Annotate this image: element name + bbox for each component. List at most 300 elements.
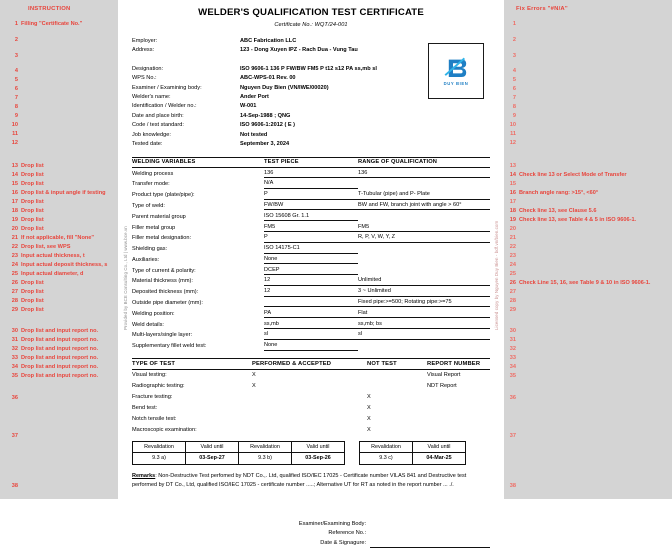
fix-errors-instruction-number: 11 xyxy=(510,131,516,137)
instruction-instruction-number: 12 xyxy=(11,140,18,146)
header-field-label: Designation: xyxy=(132,65,164,72)
revalidation-header-cell: Valid until xyxy=(292,442,345,453)
fix-errors-instruction-row xyxy=(504,94,672,102)
signature-section xyxy=(132,520,490,548)
instruction-instruction-row xyxy=(0,171,118,179)
tests-table xyxy=(132,358,490,437)
fix-errors-instruction-number: 21 xyxy=(509,235,516,241)
variable-range-value: Flat xyxy=(358,309,490,320)
fix-errors-instruction-row xyxy=(504,180,672,188)
variable-test-piece-value[interactable]: None xyxy=(264,341,358,352)
fix-errors-instruction-row xyxy=(504,52,672,60)
revalidation-clause[interactable]: 9.3 a) xyxy=(133,453,186,464)
header-field-value[interactable]: ISO 9606-1 136 P FW/BW FM5 P t12 s12 PA ss,mb sl xyxy=(240,65,377,72)
header-field-label: Code / test standard: xyxy=(132,122,184,129)
instruction-instruction-row xyxy=(0,327,118,335)
table-row xyxy=(132,381,490,392)
instruction-instruction-text: Input actual diameter, d xyxy=(21,271,84,277)
instruction-instruction-text: Input actual thickness, t xyxy=(21,253,85,259)
header-field-value[interactable]: ABC-WPS-01 Rev. 00 xyxy=(240,75,296,82)
instruction-instruction-text: Drop list and input report no. xyxy=(21,337,99,343)
test-performed[interactable] xyxy=(252,403,367,414)
test-performed[interactable] xyxy=(252,414,367,425)
instruction-instruction-row xyxy=(0,225,118,233)
test-performed[interactable]: X xyxy=(252,383,256,390)
variable-test-piece-value[interactable]: DCEP xyxy=(264,266,358,277)
variable-label: Material thickness (mm): xyxy=(132,278,193,285)
revalidation-value-row xyxy=(360,453,466,464)
variable-label: Shielding gas: xyxy=(132,246,168,253)
instruction-instruction-row xyxy=(0,306,118,314)
tests-header-3: REPORT NUMBER xyxy=(427,358,490,370)
instruction-instruction-number: 14 xyxy=(11,172,18,178)
instruction-instruction-number: 18 xyxy=(11,208,18,214)
instruction-instruction-row xyxy=(0,297,118,305)
fix-errors-instruction-number: 22 xyxy=(509,244,516,250)
fix-errors-instruction-row xyxy=(504,130,672,138)
instruction-instruction-text: Drop list xyxy=(21,199,44,205)
test-not-tested[interactable] xyxy=(367,381,427,392)
fix-errors-instruction-number: 12 xyxy=(509,140,516,146)
instruction-instruction-row xyxy=(0,207,118,215)
variables-header-row xyxy=(132,158,490,168)
certificate-document xyxy=(118,0,504,546)
instruction-instruction-row xyxy=(0,288,118,296)
header-field-label: Tested date: xyxy=(132,141,163,148)
revalidation-header-row xyxy=(360,442,466,453)
instruction-instruction-number: 11 xyxy=(12,131,18,137)
instruction-instruction-number: 19 xyxy=(11,217,18,223)
remarks-label: Remarks xyxy=(132,472,156,479)
revalidation-date[interactable]: 04-Mar-25 xyxy=(413,453,466,464)
table-row xyxy=(132,255,490,266)
instruction-instruction-row xyxy=(0,394,118,402)
instruction-instruction-text: Drop list and input report no. xyxy=(21,373,99,379)
instruction-instruction-row xyxy=(0,189,118,197)
instruction-instruction-number: 8 xyxy=(14,104,18,110)
fix-errors-instruction-row xyxy=(504,270,672,278)
instruction-instruction-text: Drop list xyxy=(21,307,44,313)
variable-range-value xyxy=(358,212,490,223)
instruction-instruction-row xyxy=(0,103,118,111)
welding-variables-table xyxy=(132,157,490,351)
header-fields xyxy=(132,37,490,149)
instruction-instruction-row xyxy=(0,432,118,440)
test-type: Macroscopic examination: xyxy=(132,427,197,434)
instruction-instruction-row xyxy=(0,121,118,129)
variable-test-piece-value[interactable]: 12 xyxy=(264,287,358,298)
instruction-instruction-number: 7 xyxy=(14,95,18,101)
variable-range-value: ss,mb; bs xyxy=(358,319,490,330)
watermark-left xyxy=(119,0,131,499)
fix-errors-instruction-number: 27 xyxy=(509,289,516,295)
table-row xyxy=(132,212,490,223)
fix-errors-instruction-number: 18 xyxy=(509,208,516,214)
variable-range-value xyxy=(358,244,490,255)
revalidation-clause[interactable]: 9.3 c) xyxy=(360,453,413,464)
header-field-value[interactable]: September 3, 2024 xyxy=(240,141,290,148)
variable-test-piece-value[interactable]: N/A xyxy=(264,179,358,190)
logo-text: DUY BIEN xyxy=(443,80,469,86)
variable-test-piece-value[interactable] xyxy=(264,298,358,309)
variable-range-value: Fixed pipe:>=500; Rotating pipe:>=75 xyxy=(358,298,490,309)
instruction-instruction-row xyxy=(0,94,118,102)
instruction-instruction-row xyxy=(0,216,118,224)
test-not-tested[interactable]: X xyxy=(367,394,371,401)
instruction-instruction-row xyxy=(0,252,118,260)
certificate-number: Certificate No.: WQT/24-001 xyxy=(274,22,348,28)
instruction-instruction-number: 24 xyxy=(11,262,18,268)
instruction-instruction-number: 9 xyxy=(14,113,18,119)
watermark-right xyxy=(491,0,503,499)
fix-errors-panel xyxy=(504,0,672,499)
fix-errors-instruction-number: 15 xyxy=(509,181,516,187)
fix-errors-instruction-row xyxy=(504,162,672,170)
fix-errors-instruction-text: Check Line 15, 16, see Table 9 & 10 in ISO 9606-1. xyxy=(519,280,651,286)
instruction-instruction-text: If not applicable, fill "None" xyxy=(21,235,95,241)
variable-label: Welding position: xyxy=(132,310,175,317)
table-row xyxy=(132,425,490,436)
instruction-instruction-number: 27 xyxy=(11,289,18,295)
fix-errors-instruction-text: Branch angle rang: >15°, <60° xyxy=(519,190,599,196)
variable-range-value: R, P, V, W, Y, Z xyxy=(358,233,490,244)
instruction-instruction-row xyxy=(0,162,118,170)
revalidation-clause[interactable]: 9.3 b) xyxy=(239,453,292,464)
instruction-instruction-number: 26 xyxy=(11,280,18,286)
header-field-value[interactable]: 14-Sep-1988 ; QNG xyxy=(240,112,291,119)
fix-errors-instruction-number: 16 xyxy=(509,190,516,196)
instruction-instruction-number: 21 xyxy=(11,235,18,241)
variable-test-piece-value[interactable]: P xyxy=(264,190,358,201)
instruction-instruction-row xyxy=(0,76,118,84)
fix-errors-instruction-row xyxy=(504,225,672,233)
tests-header-1: PERFORMED & ACCEPTED xyxy=(252,358,367,370)
variable-range-value: 3 ~ Unlimited xyxy=(358,287,490,298)
fix-errors-instruction-row xyxy=(504,252,672,260)
header-field-row xyxy=(132,112,490,121)
fix-errors-instruction-number: 34 xyxy=(509,364,516,370)
test-not-tested[interactable]: X xyxy=(367,427,371,434)
header-field-row xyxy=(132,131,490,140)
instruction-instruction-text: Drop list and input report no. xyxy=(21,346,99,352)
instruction-instruction-number: 25 xyxy=(11,271,18,277)
instruction-instruction-number: 5 xyxy=(14,77,18,83)
test-performed[interactable] xyxy=(252,392,367,403)
watermark-left-text: Provided by BCE Consulting Co., Ltd | www.bce.vn xyxy=(123,226,128,330)
instruction-instruction-number: 22 xyxy=(11,244,18,250)
variables-header-0: WELDING VARIABLES xyxy=(132,158,264,168)
fix-errors-instruction-row xyxy=(504,189,672,197)
variable-label: Parent material group xyxy=(132,213,186,220)
fix-errors-instruction-row xyxy=(504,67,672,75)
variable-label: Welding process xyxy=(132,170,174,177)
instruction-instruction-text: Input actual deposit thickness, s xyxy=(21,262,108,268)
fix-errors-instruction-row xyxy=(504,482,672,490)
revalidation-header-cell: Valid until xyxy=(413,442,466,453)
instruction-instruction-row xyxy=(0,336,118,344)
variable-test-piece-value[interactable]: ISO 14175-C1 xyxy=(264,244,358,255)
fix-errors-instruction-row xyxy=(504,198,672,206)
table-row xyxy=(132,168,490,179)
revalidation-date[interactable]: 03-Sep-27 xyxy=(186,453,239,464)
signature-row xyxy=(132,520,490,530)
test-type: Visual testing: xyxy=(132,372,167,379)
table-row xyxy=(132,233,490,244)
instruction-instruction-row xyxy=(0,20,118,28)
variable-test-piece-value[interactable]: FW/BW xyxy=(264,201,358,212)
instruction-instruction-number: 38 xyxy=(11,483,18,489)
remarks-section xyxy=(132,472,490,490)
fix-errors-instruction-number: 7 xyxy=(512,95,516,101)
instruction-instruction-number: 2 xyxy=(14,37,18,43)
variable-range-value: Unlimited xyxy=(358,276,490,287)
revalidation-header-cell: Revalidation xyxy=(360,442,413,453)
fix-errors-instruction-row xyxy=(504,20,672,28)
fix-errors-instruction-row xyxy=(504,327,672,335)
instruction-instruction-row xyxy=(0,139,118,147)
fix-errors-instruction-number: 38 xyxy=(509,483,516,489)
fix-errors-instruction-number: 13 xyxy=(509,163,516,169)
test-report-number[interactable] xyxy=(427,392,490,403)
instruction-instruction-text: Drop list and input report no. xyxy=(21,328,99,334)
instruction-instruction-row xyxy=(0,261,118,269)
table-row xyxy=(132,298,490,309)
fix-errors-instruction-number: 8 xyxy=(512,104,516,110)
variable-label: Filler metal group xyxy=(132,224,176,231)
table-row xyxy=(132,341,490,352)
signature-label: Date & Signagure: xyxy=(320,539,366,546)
table-row xyxy=(132,179,490,190)
fix-errors-instruction-row xyxy=(504,121,672,129)
table-row xyxy=(132,190,490,201)
instruction-instruction-row xyxy=(0,270,118,278)
instruction-instruction-row xyxy=(0,130,118,138)
header-field-value[interactable]: Ander Port xyxy=(240,94,269,101)
fix-errors-instruction-text: Check line 13 or Select Mode of Transfer xyxy=(519,172,627,178)
fix-errors-instruction-number: 2 xyxy=(512,37,516,43)
fix-errors-instruction-row xyxy=(504,432,672,440)
instruction-instruction-row xyxy=(0,243,118,251)
instruction-instruction-number: 15 xyxy=(11,181,18,187)
header-field-row xyxy=(132,102,490,111)
signature-label: Examiner/Examining Body: xyxy=(298,520,366,527)
variable-range-value xyxy=(358,179,490,190)
test-not-tested[interactable]: X xyxy=(367,405,371,412)
header-field-label: Address: xyxy=(132,47,155,54)
header-field-value[interactable]: Not tested xyxy=(240,131,268,138)
fix-errors-instruction-row xyxy=(504,243,672,251)
instruction-instruction-text: Filling "Certificate No." xyxy=(21,21,83,27)
fix-errors-instruction-row xyxy=(504,354,672,362)
instruction-instruction-text: Drop list and input report no. xyxy=(21,355,99,361)
table-row xyxy=(132,287,490,298)
header-field-label: Examiner / Examining body: xyxy=(132,84,202,91)
instruction-instruction-number: 32 xyxy=(11,346,18,352)
variable-range-value: 136 xyxy=(358,168,490,179)
header-field-value[interactable]: ABC Fabrication LLC xyxy=(240,38,297,44)
table-row xyxy=(132,266,490,277)
variable-test-piece-value[interactable]: 136 xyxy=(264,168,358,179)
header-field-label: Welder's name: xyxy=(132,94,171,101)
instruction-instruction-number: 28 xyxy=(11,298,18,304)
test-report-number[interactable]: Visual Report xyxy=(427,372,461,379)
instruction-instruction-row xyxy=(0,198,118,206)
fix-errors-instruction-row xyxy=(504,288,672,296)
fix-errors-instruction-number: 23 xyxy=(509,253,516,259)
instruction-instruction-row xyxy=(0,67,118,75)
variable-label: Transfer mode: xyxy=(132,181,170,188)
instruction-instruction-text: Drop list xyxy=(21,217,44,223)
fix-errors-instruction-number: 28 xyxy=(509,298,516,304)
instruction-instruction-number: 6 xyxy=(14,86,18,92)
fix-errors-instruction-row xyxy=(504,345,672,353)
fix-errors-instruction-number: 5 xyxy=(512,77,516,83)
variable-test-piece-value[interactable]: sl xyxy=(264,330,358,341)
fix-errors-instruction-row xyxy=(504,363,672,371)
header-field-label: Job knowledge: xyxy=(132,131,171,138)
table-row xyxy=(132,309,490,320)
tests-header-row xyxy=(132,358,490,370)
variable-range-value: sl xyxy=(358,330,490,341)
fix-errors-instruction-number: 14 xyxy=(509,172,516,178)
header-field-label: Identification / Welder no.: xyxy=(132,103,197,110)
revalidation-table-1 xyxy=(132,441,345,464)
fix-errors-instruction-row xyxy=(504,36,672,44)
fix-errors-instruction-number: 20 xyxy=(509,226,516,232)
variable-test-piece-value[interactable]: FM5 xyxy=(264,222,358,233)
header-field-row xyxy=(132,140,490,149)
test-report-number[interactable]: NDT Report xyxy=(427,383,457,390)
fix-errors-instruction-number: 35 xyxy=(509,373,516,379)
fix-errors-instruction-number: 30 xyxy=(509,328,516,334)
revalidation-table-2 xyxy=(359,441,466,464)
header-field-label: WPS No.: xyxy=(132,75,157,82)
fix-errors-instruction-row xyxy=(504,306,672,314)
variable-range-value xyxy=(358,266,490,277)
variable-range-value: FM5 xyxy=(358,222,490,233)
instruction-instruction-row xyxy=(0,85,118,93)
revalidation-header-cell: Revalidation xyxy=(239,442,292,453)
instruction-instruction-number: 4 xyxy=(14,68,18,74)
fix-errors-instruction-number: 31 xyxy=(509,337,516,343)
instruction-instruction-text: Drop list xyxy=(21,208,44,214)
test-report-number[interactable] xyxy=(427,425,490,436)
signature-label: Reference No.: xyxy=(328,530,366,537)
variable-test-piece-value[interactable]: PA xyxy=(264,309,358,320)
instruction-instruction-row xyxy=(0,354,118,362)
instruction-panel-title: INSTRUCTION xyxy=(28,6,71,12)
page-title: WELDER'S QUALIFICATION TEST CERTIFICATE xyxy=(198,7,424,18)
instruction-instruction-text: Drop list and input report no. xyxy=(21,364,99,370)
fix-errors-instruction-row xyxy=(504,261,672,269)
test-not-tested[interactable] xyxy=(367,370,427,382)
fix-errors-instruction-number: 24 xyxy=(509,262,516,268)
instruction-instruction-number: 30 xyxy=(11,328,18,334)
instruction-instruction-number: 16 xyxy=(11,190,18,196)
revalidation-date[interactable]: 03-Sep-26 xyxy=(292,453,345,464)
variable-label: Product type (plate/pipe): xyxy=(132,192,195,199)
company-logo xyxy=(428,43,484,99)
test-not-tested[interactable]: X xyxy=(367,416,371,423)
variable-label: Supplementary fillet weld test: xyxy=(132,343,207,350)
instruction-instruction-number: 37 xyxy=(11,433,18,439)
signature-line[interactable] xyxy=(370,539,490,548)
instruction-instruction-row xyxy=(0,482,118,490)
fix-errors-instruction-row xyxy=(504,279,672,287)
table-row xyxy=(132,370,490,382)
instruction-instruction-text: Drop list xyxy=(21,172,44,178)
test-report-number[interactable] xyxy=(427,403,490,414)
header-field-value[interactable]: W-001 xyxy=(240,103,257,110)
fix-errors-panel-title: Fix Errors "#N/A" xyxy=(516,6,568,12)
fix-errors-instruction-row xyxy=(504,372,672,380)
table-row xyxy=(132,330,490,341)
fix-errors-instruction-number: 29 xyxy=(509,307,516,313)
variable-range-value xyxy=(358,341,490,352)
variable-label: Auxiliaries: xyxy=(132,256,160,263)
remarks-text: : Non-Destructive Test perfomed by NDT Co.,. Ltd, qualified ISO/IEC 17025 - Certificate number VILAS 841 and Destructive test performed by DT Co., Ltd, qualified ISO/IEC 17025 - certificate number .....; Alternative UT for RT as noted in the report number ... ./. xyxy=(132,472,467,488)
table-row xyxy=(132,392,490,403)
variable-test-piece-value[interactable]: ISO 15608 Gr. 1.1 xyxy=(264,212,358,223)
instruction-instruction-row xyxy=(0,345,118,353)
instruction-instruction-text: Drop list xyxy=(21,298,44,304)
fix-errors-instruction-number: 32 xyxy=(509,346,516,352)
test-report-number[interactable] xyxy=(427,414,490,425)
instruction-instruction-row xyxy=(0,52,118,60)
fix-errors-instruction-row xyxy=(504,336,672,344)
header-field-label: Employer: xyxy=(132,38,158,44)
instruction-instruction-text: Drop list xyxy=(21,163,44,169)
fix-errors-instruction-row xyxy=(504,234,672,242)
fix-errors-instruction-number: 3 xyxy=(512,53,516,59)
header-field-value[interactable]: 123 - Dong Xuyen IPZ - Rach Dua - Vung Tau xyxy=(240,47,358,54)
signature-row xyxy=(132,539,490,548)
instruction-instruction-number: 13 xyxy=(11,163,18,169)
fix-errors-instruction-row xyxy=(504,103,672,111)
variables-header-1: TEST PIECE xyxy=(264,158,358,168)
variable-test-piece-value[interactable]: 12 xyxy=(264,276,358,287)
variable-range-value: T-Tubular (pipe) and P- Plate xyxy=(358,190,490,201)
revalidation-header-row xyxy=(133,442,345,453)
header-field-value[interactable]: ISO 9606-1:2012 ( E ) xyxy=(240,122,296,129)
revalidation-header-cell: Valid until xyxy=(186,442,239,453)
signature-row xyxy=(132,529,490,539)
variable-label: Type of current & polarity: xyxy=(132,267,196,274)
variable-test-piece-value[interactable]: None xyxy=(264,255,358,266)
test-performed[interactable]: X xyxy=(252,372,256,379)
header-field-value[interactable]: Nguyen Duy Bien (VN/IWE/00020) xyxy=(240,84,329,91)
variable-test-piece-value[interactable]: P xyxy=(264,233,358,244)
table-row xyxy=(132,222,490,233)
instruction-instruction-text: Drop list, see WPS xyxy=(21,244,71,250)
fix-errors-instruction-text: Check line 13, see Table 4 & 5 in ISO 9606-1. xyxy=(519,217,637,223)
instruction-instruction-number: 17 xyxy=(11,199,18,205)
fix-errors-instruction-row xyxy=(504,207,672,215)
variable-range-value xyxy=(358,255,490,266)
instruction-instruction-number: 3 xyxy=(14,53,18,59)
watermark-right-text: Licensed copy by Nguyen Duy Bien - bdf.vn/bien.com xyxy=(494,220,499,330)
fix-errors-instruction-row xyxy=(504,85,672,93)
fix-errors-instruction-number: 1 xyxy=(512,21,516,27)
tests-header-0: TYPE OF TEST xyxy=(132,358,252,370)
variable-label: Multi-layers/single layer: xyxy=(132,332,192,339)
fix-errors-instruction-row xyxy=(504,76,672,84)
variable-range-value: BW and FW, branch joint with angle > 60° xyxy=(358,201,490,212)
variable-test-piece-value[interactable]: ss,mb xyxy=(264,319,358,330)
instruction-instruction-text: Drop list xyxy=(21,226,44,232)
test-performed[interactable] xyxy=(252,425,367,436)
instruction-instruction-number: 36 xyxy=(11,395,18,401)
